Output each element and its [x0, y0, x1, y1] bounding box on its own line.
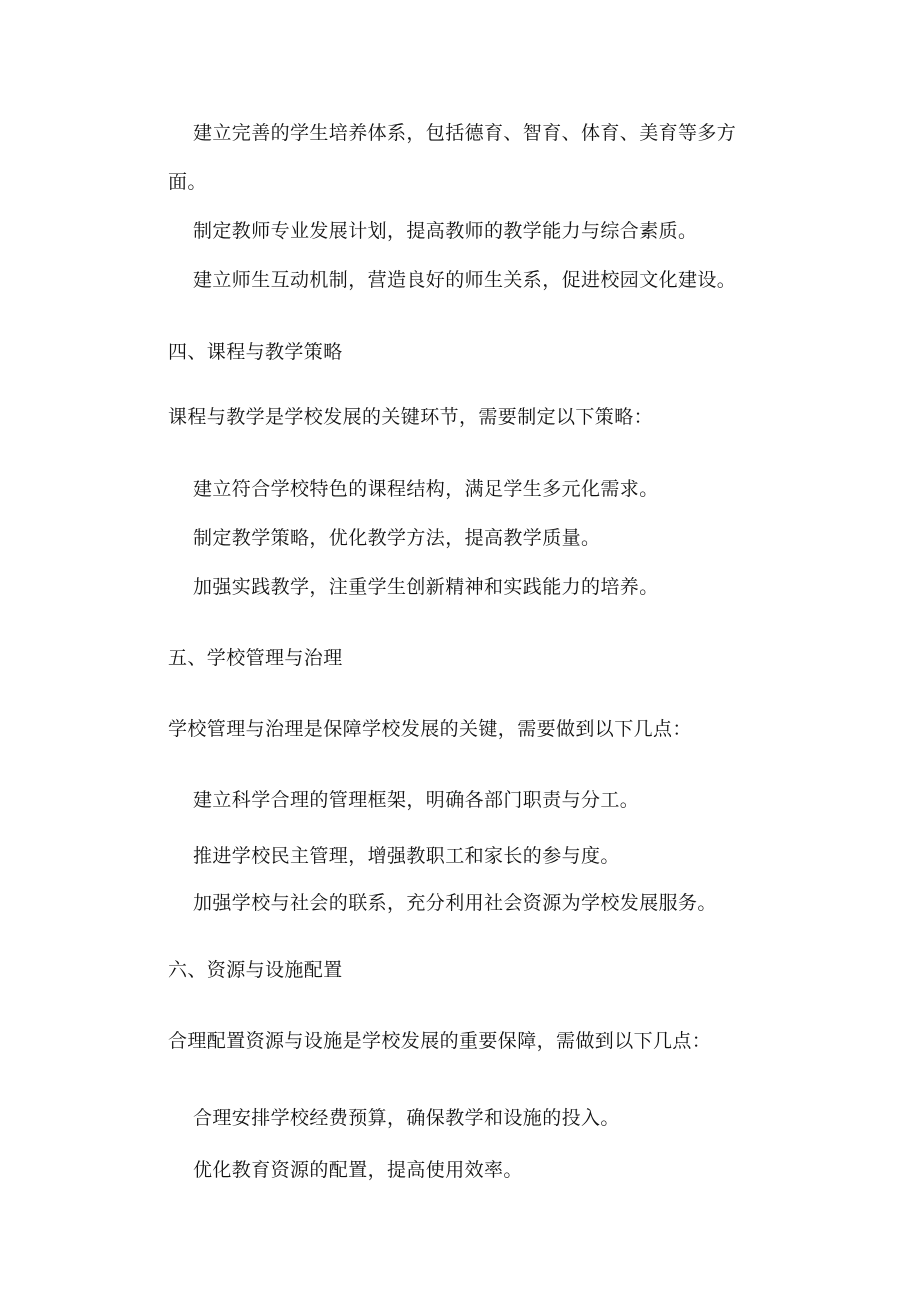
section4-item-3: 加强实践教学，注重学生创新精神和实践能力的培养。 [193, 576, 659, 598]
section4-intro: 课程与教学是学校发展的关键环节，需要制定以下策略： [168, 406, 654, 428]
section6-item-2: 优化教育资源的配置，提高使用效率。 [193, 1159, 523, 1181]
section4-heading: 四、课程与教学策略 [168, 341, 343, 363]
section5-heading: 五、学校管理与治理 [168, 647, 343, 669]
section3-item-2: 制定教师专业发展计划，提高教师的教学能力与综合素质。 [193, 220, 698, 242]
section5-item-2: 推进学校民主管理，增强教职工和家长的参与度。 [193, 845, 620, 867]
section5-item-3: 加强学校与社会的联系，充分利用社会资源为学校发展服务。 [193, 892, 717, 914]
section4-item-1: 建立符合学校特色的课程结构，满足学生多元化需求。 [193, 478, 659, 500]
section3-item-1-continued: 面。 [168, 171, 207, 193]
section3-item-1: 建立完善的学生培养体系，包括德育、智育、体育、美育等多方 [193, 122, 737, 144]
section5-item-1: 建立科学合理的管理框架，明确各部门职责与分工。 [193, 789, 640, 811]
section4-item-2: 制定教学策略，优化教学方法，提高教学质量。 [193, 527, 601, 549]
section6-intro: 合理配置资源与设施是学校发展的重要保障，需做到以下几点： [168, 1030, 712, 1052]
section6-heading: 六、资源与设施配置 [168, 959, 343, 981]
section6-item-1: 合理安排学校经费预算，确保教学和设施的投入。 [193, 1107, 620, 1129]
section5-intro: 学校管理与治理是保障学校发展的关键，需要做到以下几点： [168, 718, 692, 740]
section3-item-3: 建立师生互动机制，营造良好的师生关系，促进校园文化建设。 [193, 269, 737, 291]
